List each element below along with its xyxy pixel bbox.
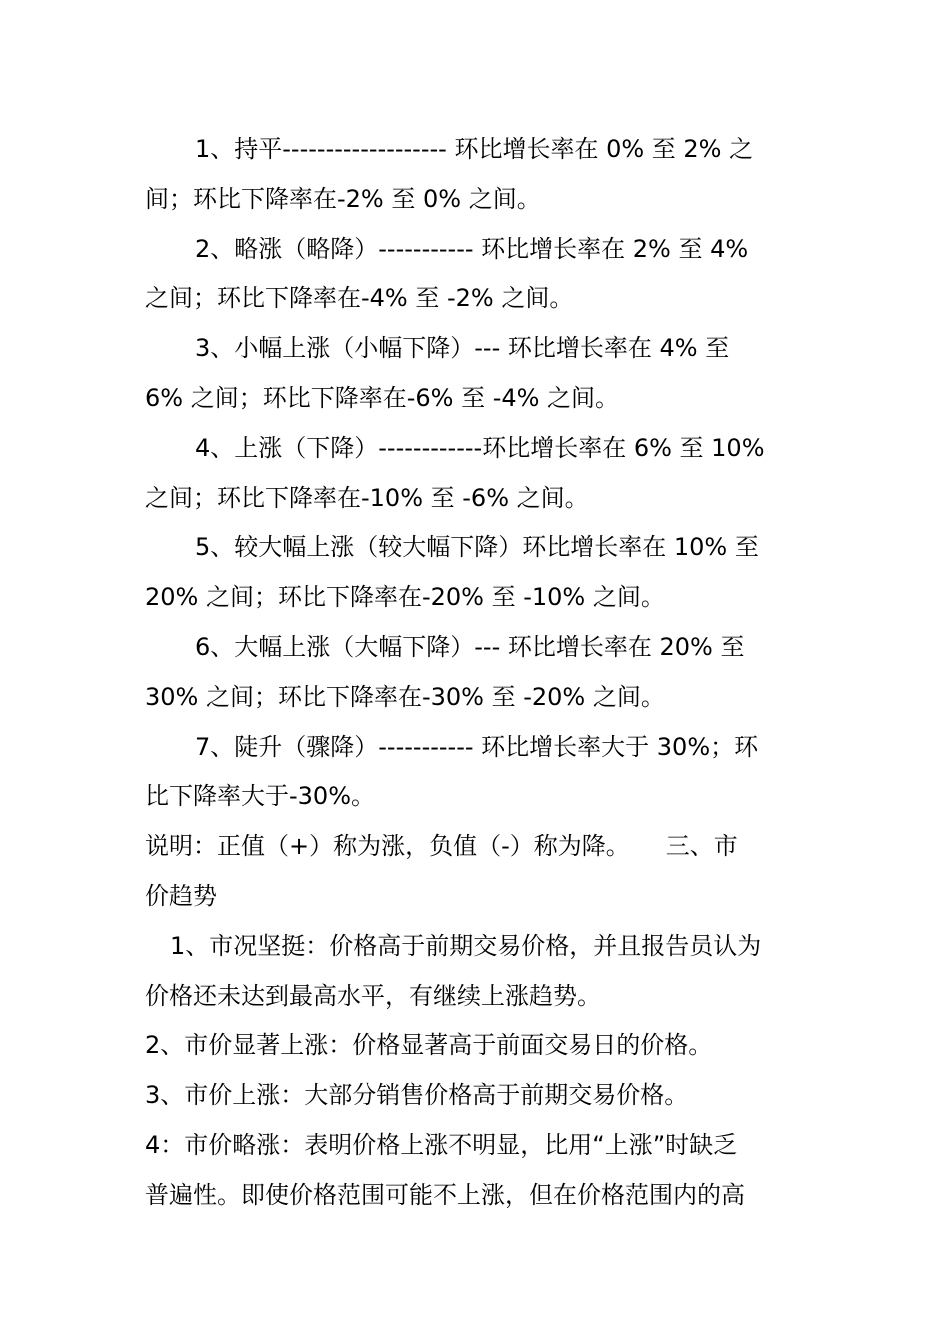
paragraph-line: 间；环比下降率在-2% 至 0% 之间。 (145, 184, 541, 213)
paragraph-line: 比下降率大于-30%。 (145, 782, 376, 811)
paragraph-line: 1、市况坚挺：价格高于前期交易价格，并且报告员认为 (170, 931, 762, 960)
paragraph-line: 30% 之间；环比下降率在-30% 至 -20% 之间。 (145, 682, 665, 711)
paragraph-line: 6、大幅上涨（大幅下降）--- 环比增长率在 20% 至 (195, 632, 745, 661)
paragraph-line: 1、持平------------------- 环比增长率在 0% 至 2% 之 (195, 135, 754, 163)
paragraph-line: 2、略涨（略降）----------- 环比增长率在 2% 至 4% (195, 234, 749, 263)
paragraph-line: 20% 之间；环比下降率在-20% 至 -10% 之间。 (145, 583, 665, 612)
paragraph-line: 6% 之间；环比下降率在-6% 至 -4% 之间。 (145, 383, 620, 412)
paragraph-line: 5、较大幅上涨（较大幅下降）环比增长率在 10% 至 (195, 533, 759, 562)
paragraph-line: 2、市价显著上涨：价格显著高于前面交易日的价格。 (145, 1031, 713, 1060)
paragraph-line: 普遍性。即使价格范围可能不上涨，但在价格范围内的高 (145, 1180, 745, 1209)
paragraph-line: 4：市价略涨：表明价格上涨不明显，比用“上涨”时缺乏 (145, 1130, 738, 1159)
paragraph-line: 7、陡升（骤降）----------- 环比增长率大于 30%；环 (195, 732, 759, 761)
paragraph-line: 价趋势 (145, 881, 217, 910)
paragraph-line: 3、市价上涨：大部分销售价格高于前期交易价格。 (145, 1081, 689, 1110)
paragraph-line: 之间；环比下降率在-4% 至 -2% 之间。 (145, 284, 574, 313)
document-body (145, 125, 805, 1221)
paragraph-line: 4、上涨（下降）------------环比增长率在 6% 至 10% (195, 433, 765, 462)
paragraph-line: 3、小幅上涨（小幅下降）--- 环比增长率在 4% 至 (195, 334, 730, 363)
paragraph-line: 之间；环比下降率在-10% 至 -6% 之间。 (145, 483, 589, 512)
paragraph-line: 价格还未达到最高水平，有继续上涨趋势。 (145, 981, 601, 1010)
paragraph-line: 说明：正值（+）称为涨，负值（-）称为降。 三、市 (145, 832, 738, 861)
